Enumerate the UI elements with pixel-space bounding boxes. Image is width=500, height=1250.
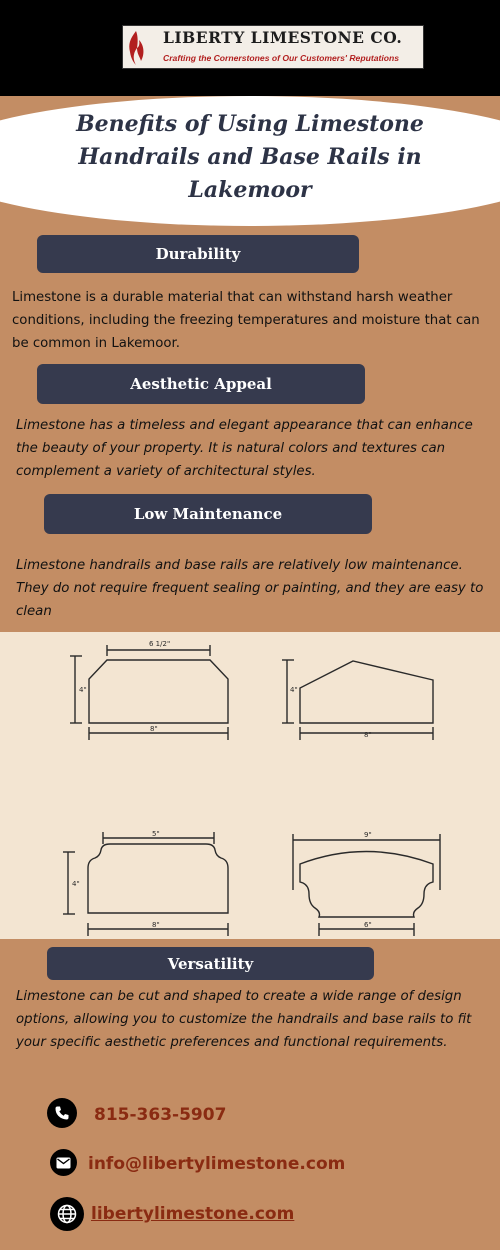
dim-label-2-bottom: 8" — [364, 731, 372, 739]
dim-label-2-side: 4" — [290, 686, 298, 694]
globe-icon — [50, 1197, 84, 1231]
dim-label-4-bottom: 6" — [364, 921, 372, 929]
brand-name: LIBERTY LIMESTONE CO. — [163, 28, 403, 47]
rail-profiles-drawing — [0, 632, 500, 939]
email-link[interactable]: info@libertylimestone.com — [88, 1154, 346, 1174]
rail-profile-diagram — [0, 632, 500, 939]
flame-icon — [126, 30, 146, 66]
section-heading-maintenance: Low Maintenance — [44, 494, 372, 534]
dim-label-1-side: 4" — [79, 686, 87, 694]
brand-logo[interactable] — [122, 25, 424, 69]
section-text-versatility: Limestone can be cut and shaped to create a wide range of design options, allowing you to customize the handrails and base rails to fit your specific aesthetic preferences and functional requirements. — [16, 989, 472, 1050]
dim-label-4-top: 9" — [364, 831, 372, 839]
phone-icon — [47, 1098, 77, 1128]
mail-icon — [50, 1149, 77, 1176]
dim-label-3-bottom: 8" — [152, 921, 160, 929]
dim-label-3-side: 4" — [72, 880, 80, 888]
section-heading-versatility: Versatility — [47, 947, 374, 980]
section-text-durability: Limestone is a durable material that can withstand harsh weather conditions, including the freezing temperatures and moisture that can be common in Lakemoor. — [12, 290, 480, 351]
page-title: Benefits of Using Limestone Handrails and Base Rails in Lakemoor — [76, 111, 424, 203]
section-text-aesthetic: Limestone has a timeless and elegant appearance that can enhance the beauty of your property. It is natural colors and textures can complement a variety of architectural styles. — [16, 418, 473, 479]
phone-number[interactable]: 815-363-5907 — [94, 1105, 227, 1125]
dim-label-1-top: 6 1/2" — [149, 640, 171, 648]
header-bar — [0, 0, 500, 96]
section-heading-aesthetic: Aesthetic Appeal — [37, 364, 365, 404]
section-text-maintenance: Limestone handrails and base rails are relatively low maintenance. They do not require frequent sealing or painting, and they are easy to clean — [16, 558, 484, 619]
brand-tagline: Crafting the Cornerstones of Our Customers' Reputations — [163, 53, 400, 63]
section-heading-durability: Durability — [37, 235, 359, 273]
dim-label-3-top: 5" — [152, 830, 160, 838]
dim-label-1-bottom: 8" — [150, 725, 158, 733]
website-link[interactable]: libertylimestone.com — [91, 1204, 295, 1224]
